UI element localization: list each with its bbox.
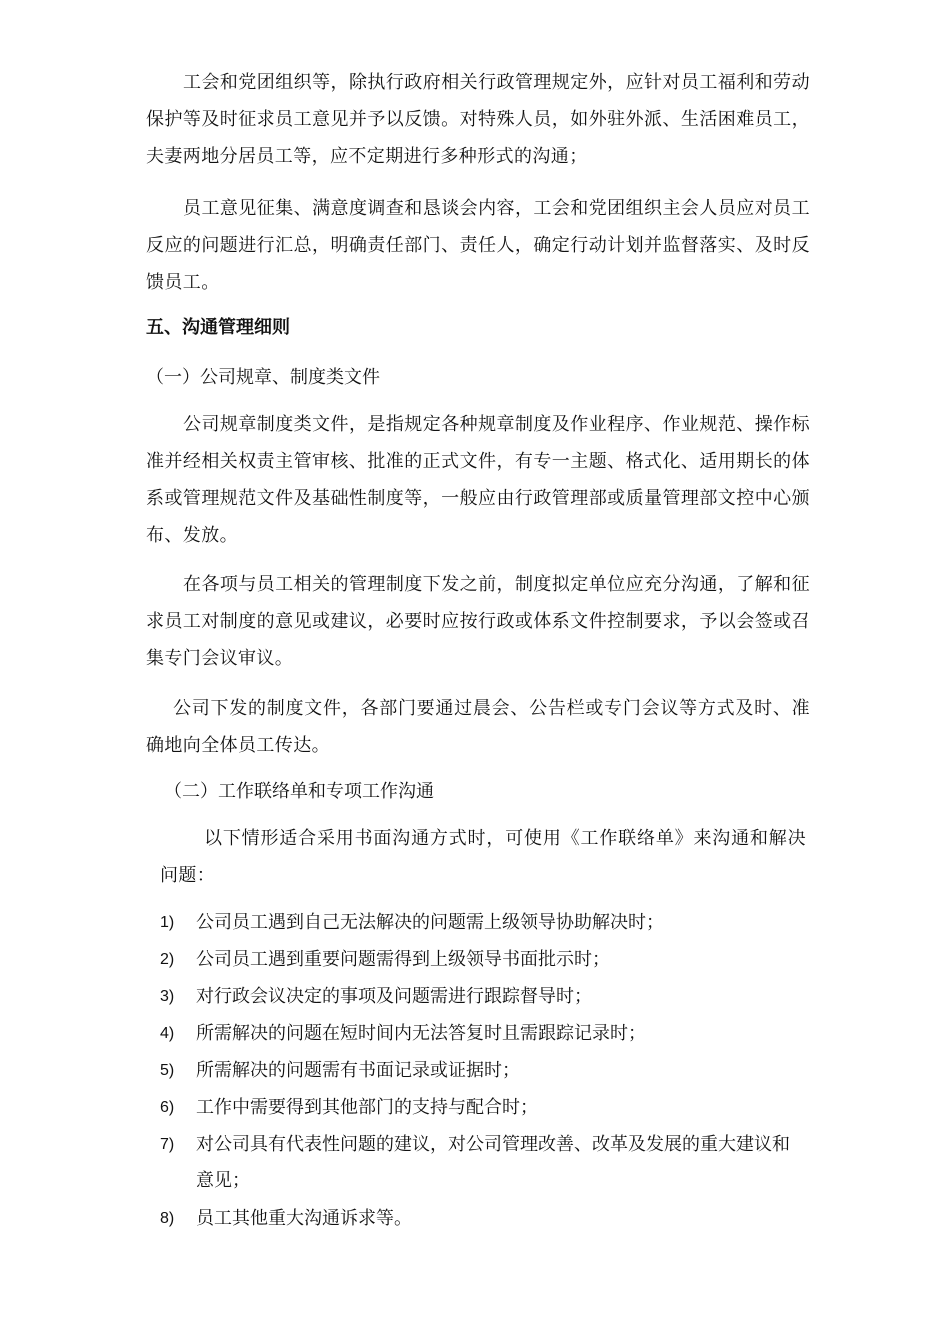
list-item	[160, 1053, 800, 1089]
list-number: 3)	[160, 988, 175, 1005]
list-item	[160, 1090, 800, 1126]
paragraph-regulation-consultation: 在各项与员工相关的管理制度下发之前，制度拟定单位应充分沟通，了解和征求员工对制度的意见或建议，必要时应按行政或体系文件控制要求，予以会签或召集专门会议审议。	[146, 574, 810, 669]
list-text: 工作中需要得到其他部门的支持与配合时；	[196, 1097, 538, 1118]
paragraph-contact-form-intro: 以下情形适合采用书面沟通方式时，可使用《工作联络单》来沟通和解决问题：	[160, 828, 806, 886]
list-number: 4)	[160, 1025, 175, 1042]
paragraph-regulation-documents: 公司规章制度类文件，是指规定各种规章制度及作业程序、作业规范、操作标准并经相关权责主管审核、批准的正式文件，有专一主题、格式化、适用期长的体系或管理规范文件及基础性制度等，一般应由行政管理部或质量管理部文控中心颁布、发放。	[146, 414, 810, 546]
list-item	[160, 1127, 800, 1199]
list-text: 对行政会议决定的事项及问题需进行跟踪督导时；	[196, 986, 592, 1007]
paragraph-employee-welfare: 工会和党团组织等，除执行政府相关行政管理规定外，应针对员工福利和劳动保护等及时征求员工意见并予以反馈。对特殊人员，如外驻外派、生活困难员工，夫妻两地分居员工等，应不定期进行多种形式的沟通；	[146, 72, 810, 167]
list-item	[160, 979, 800, 1015]
list-number: 2)	[160, 951, 175, 968]
list-text: 员工其他重大沟通诉求等。	[196, 1208, 412, 1229]
list-text: 公司员工遇到重要问题需得到上级领导书面批示时；	[196, 949, 610, 970]
list-number: 5)	[160, 1062, 175, 1079]
list-number: 1)	[160, 914, 175, 931]
list-text: 所需解决的问题在短时间内无法答复时且需跟踪记录时；	[196, 1023, 646, 1044]
subheading-work-contact-form: （二）工作联络单和专项工作沟通	[164, 781, 434, 802]
paragraph-feedback-summary: 员工意见征集、满意度调查和恳谈会内容，工会和党团组织主会人员应对员工反应的问题进行汇总，明确责任部门、责任人，确定行动计划并监督落实、及时反馈员工。	[146, 198, 810, 293]
list-number: 7)	[160, 1136, 175, 1153]
section-heading-communication-rules: 五、沟通管理细则	[146, 317, 290, 338]
list-number: 6)	[160, 1099, 175, 1116]
list-item	[160, 1016, 800, 1052]
paragraph-regulation-distribution: 公司下发的制度文件，各部门要通过晨会、公告栏或专门会议等方式及时、准确地向全体员工传达。	[146, 698, 810, 756]
list-text: 公司员工遇到自己无法解决的问题需上级领导协助解决时；	[196, 912, 664, 933]
list-number: 8)	[160, 1210, 175, 1227]
subheading-company-regulations: （一）公司规章、制度类文件	[146, 367, 380, 388]
list-text: 对公司具有代表性问题的建议，对公司管理改善、改革及发展的重大建议和意见；	[196, 1134, 790, 1191]
list-item	[160, 905, 800, 941]
list-text: 所需解决的问题需有书面记录或证据时；	[196, 1060, 520, 1081]
list-item	[160, 942, 800, 978]
list-item	[160, 1201, 800, 1237]
